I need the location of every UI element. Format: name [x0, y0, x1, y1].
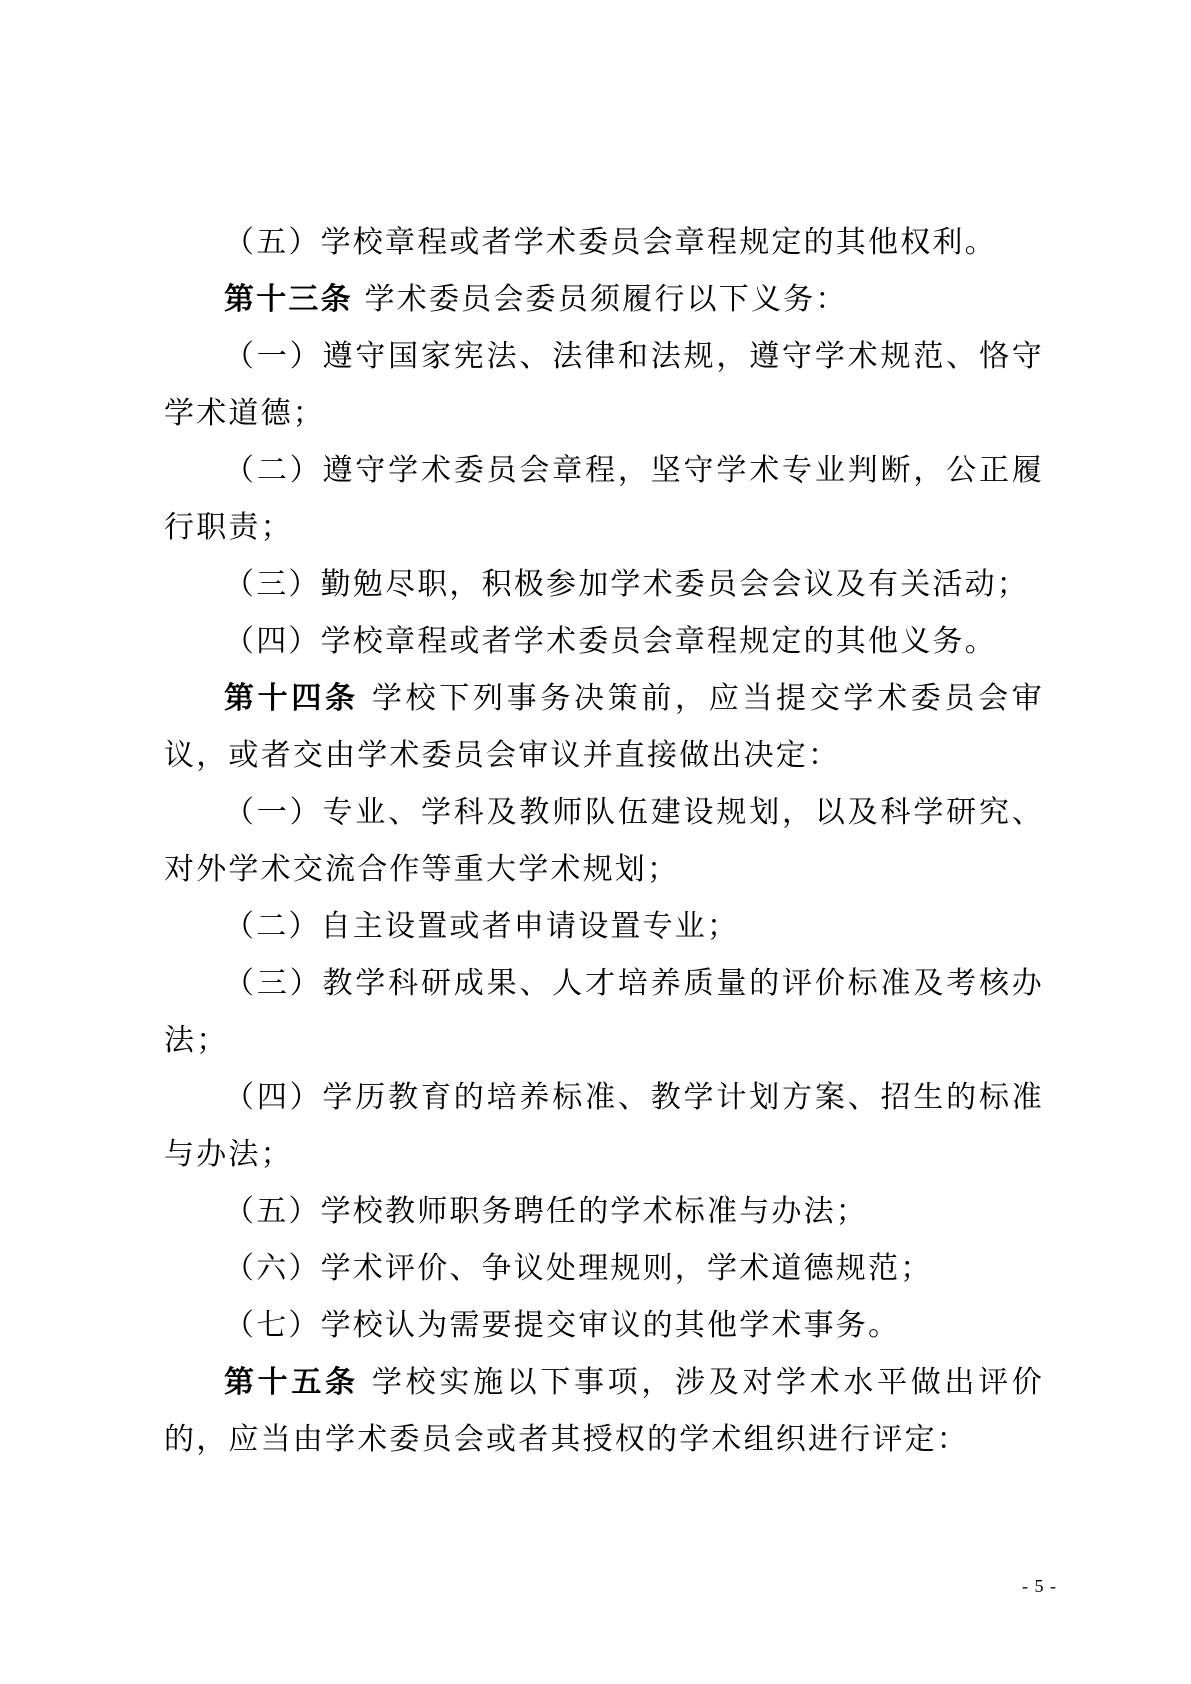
- paragraph: [164, 1354, 1044, 1468]
- paragraph-text: （六）学术评价、争议处理规则，学术道德规范；: [224, 1251, 933, 1286]
- paragraph-text: （五）学校章程或者学术委员会章程规定的其他权利。: [224, 225, 997, 260]
- paragraph-text: （三）教学科研成果、人才培养质量的评价标准及考核办法；: [164, 966, 1044, 1058]
- paragraph-text: （七）学校认为需要提交审议的其他学术事务。: [224, 1308, 901, 1343]
- paragraph: [164, 1240, 1044, 1297]
- paragraph: [164, 955, 1044, 1069]
- paragraph-text: （五）学校教师职务聘任的学术标准与办法；: [224, 1194, 868, 1229]
- paragraph: [164, 898, 1044, 955]
- paragraph: [164, 784, 1044, 898]
- paragraph: [164, 328, 1044, 442]
- page-number: - 5 -: [1022, 1576, 1057, 1596]
- paragraph: [164, 442, 1044, 556]
- paragraph-text: （四）学校章程或者学术委员会章程规定的其他义务。: [224, 624, 997, 659]
- paragraph: [164, 1069, 1044, 1183]
- document-body: [164, 214, 1044, 1468]
- article-heading: 第十三条: [224, 282, 353, 317]
- paragraph: [164, 556, 1044, 613]
- paragraph-text: （三）勤勉尽职，积极参加学术委员会会议及有关活动；: [224, 567, 1029, 602]
- paragraph: [164, 214, 1044, 271]
- paragraph: [164, 271, 1044, 328]
- paragraph-text: （二）遵守学术委员会章程，坚守学术专业判断，公正履行职责；: [164, 453, 1044, 545]
- paragraph-text: （四）学历教育的培养标准、教学计划方案、招生的标准与办法；: [164, 1080, 1044, 1172]
- paragraph-text: 学校实施以下事项，涉及对学术水平做出评价的，应当由学术委员会或者其授权的学术组织进行评定：: [164, 1365, 1044, 1457]
- paragraph-text: （二）自主设置或者申请设置专业；: [224, 909, 740, 944]
- paragraph-text: 学校下列事务决策前，应当提交学术委员会审议，或者交由学术委员会审议并直接做出决定：: [164, 681, 1044, 773]
- paragraph-text: 学术委员会委员须履行以下义务：: [352, 282, 848, 317]
- paragraph-text: （一）专业、学科及教师队伍建设规划，以及科学研究、对外学术交流合作等重大学术规划；: [164, 795, 1044, 887]
- paragraph-text: （一）遵守国家宪法、法律和法规，遵守学术规范、恪守学术道德；: [164, 339, 1044, 431]
- article-heading: 第十五条: [224, 1365, 359, 1400]
- article-heading: 第十四条: [224, 681, 359, 716]
- paragraph: [164, 613, 1044, 670]
- paragraph: [164, 670, 1044, 784]
- paragraph: [164, 1183, 1044, 1240]
- paragraph: [164, 1297, 1044, 1354]
